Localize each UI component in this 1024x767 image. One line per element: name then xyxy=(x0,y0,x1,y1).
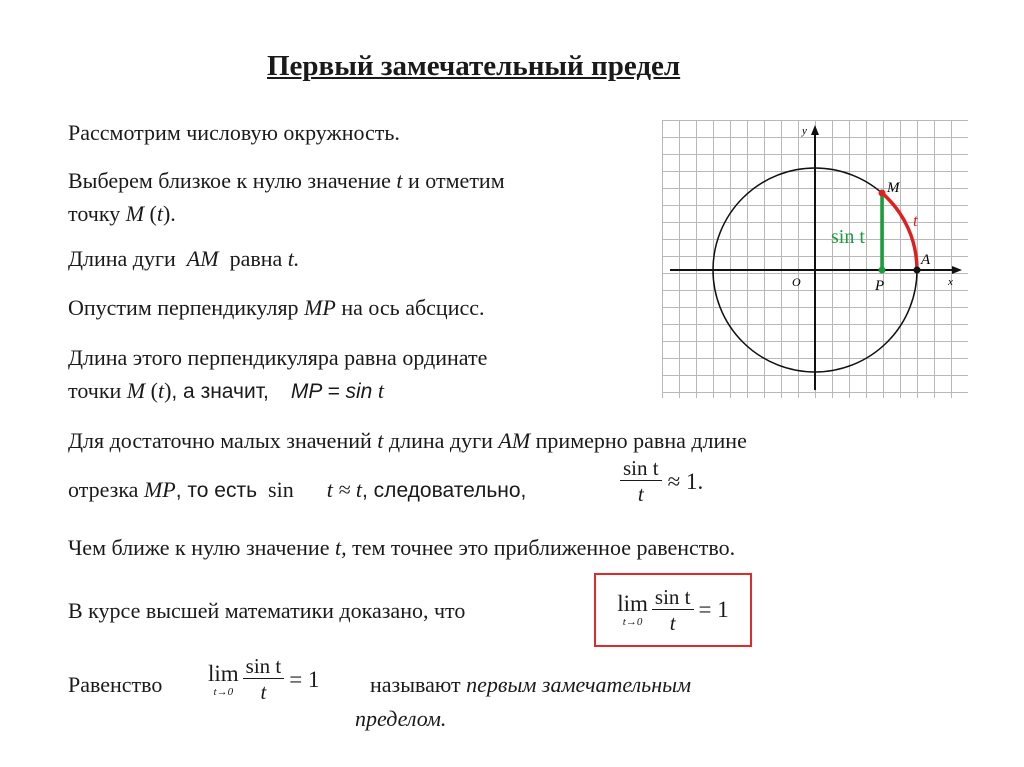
line-9-text-f: , следовательно, xyxy=(362,479,527,502)
line-12-text-a: Равенство xyxy=(68,672,163,697)
line-8-text-e: примерно равна длине xyxy=(535,428,747,453)
a-label: A xyxy=(921,252,931,268)
text-line-7 xyxy=(68,376,384,407)
text-line-12 xyxy=(68,670,162,700)
line-11-text: В курсе высшей математики доказано, что xyxy=(68,598,466,623)
text-line-4 xyxy=(68,244,299,274)
limit-equals-one: = 1 xyxy=(698,597,729,622)
line-7-paren-open: ( xyxy=(150,378,158,403)
line-7-text-a: точки xyxy=(68,378,122,403)
line-8-var-t: t xyxy=(377,428,384,453)
line-7-text-f: , а значит, xyxy=(171,380,269,403)
line-12-text-d: пределом. xyxy=(355,706,447,731)
line-9-text-a: отрезка xyxy=(68,477,139,502)
text-line-2 xyxy=(68,166,505,196)
line-2-text-b: и отметим xyxy=(408,168,505,193)
line-10-text-a: Чем ближе к нулю значение xyxy=(68,535,330,560)
t-arc-label: t xyxy=(913,211,918,230)
x-axis-arrow-icon xyxy=(952,266,962,274)
limit-numerator-inline: sin t xyxy=(245,654,282,678)
sin-over-t-fraction xyxy=(620,456,662,507)
text-line-9 xyxy=(68,475,526,506)
limit-formula-boxed xyxy=(617,585,729,636)
line-1-text: Рассмотрим числовую окружность. xyxy=(68,120,400,145)
line-7-paren-close: ) xyxy=(164,378,172,403)
line-2-text-a: Выберем близкое к нулю значение xyxy=(68,168,391,193)
line-7-var-t2: t xyxy=(377,378,384,403)
y-axis-label: y xyxy=(802,125,807,137)
line-7-mp-eq: MP = sin xyxy=(290,380,373,403)
text-line-11 xyxy=(68,596,465,626)
limit-formula-inline-body xyxy=(208,654,320,705)
approx-one: ≈ 1. xyxy=(667,468,704,494)
limit-fraction-inline xyxy=(243,654,285,705)
lim-operator xyxy=(617,592,648,628)
line-3-var-m: M xyxy=(125,201,145,226)
y-axis-arrow-icon xyxy=(811,125,819,135)
line-4-text-c: равна xyxy=(229,246,283,271)
lim-word-inline: lim xyxy=(208,660,239,686)
arc-am xyxy=(882,193,917,270)
line-9-sin: sin xyxy=(268,477,294,502)
limit-denominator: t xyxy=(669,610,676,635)
line-7-var-m: M xyxy=(126,378,146,403)
line-7-var-t: t xyxy=(157,378,165,403)
point-a xyxy=(914,267,921,274)
line-4-var-am: AM xyxy=(186,246,219,271)
x-axis-label: x xyxy=(948,276,953,288)
line-6-text: Длина этого перпендикуляра равна ординате xyxy=(68,345,488,370)
m-label: M xyxy=(887,180,900,196)
text-line-5 xyxy=(68,293,485,323)
highlighted-formula-box xyxy=(594,573,752,647)
line-10-var-t: t, xyxy=(334,535,347,560)
lim-word: lim xyxy=(617,591,648,616)
text-line-12-rest xyxy=(370,670,691,700)
text-line-13 xyxy=(355,704,446,734)
line-12-text-b: называют xyxy=(370,672,461,697)
sin-t-label: sin t xyxy=(831,226,865,248)
limit-equals-one-inline: = 1 xyxy=(289,666,320,692)
limit-denominator-inline: t xyxy=(260,680,267,704)
lim-subscript-inline: t→0 xyxy=(213,685,234,698)
line-5-var-mp: MP xyxy=(304,295,336,320)
line-8-var-am: AM xyxy=(498,428,531,453)
line-10-text-c: тем точнее это приближенное равенство. xyxy=(352,535,736,560)
limit-formula-inline xyxy=(208,654,320,705)
point-m xyxy=(879,190,886,197)
fraction-denominator: t xyxy=(637,482,644,506)
line-9-approx: t ≈ t xyxy=(326,477,363,502)
text-line-8 xyxy=(68,426,747,456)
origin-label: O xyxy=(792,275,801,289)
line-2-var: t xyxy=(396,168,403,193)
line-3-paren-close: ). xyxy=(162,201,176,226)
fraction-numerator: sin t xyxy=(623,456,659,480)
line-3-paren-open: ( xyxy=(149,201,157,226)
text-line-1 xyxy=(68,118,400,148)
line-4-text-a: Длина дуги xyxy=(68,246,176,271)
limit-numerator: sin t xyxy=(654,584,691,609)
line-8-text-a: Для достаточно малых значений xyxy=(68,428,372,453)
unit-circle-diagram xyxy=(662,120,968,398)
lim-operator-inline xyxy=(208,662,239,698)
line-5-text-c: на ось абсцисс. xyxy=(341,295,485,320)
line-8-text-c: длина дуги xyxy=(388,428,493,453)
point-p xyxy=(879,267,886,274)
lim-subscript: t→0 xyxy=(622,616,643,628)
line-3-var-t: t xyxy=(156,201,163,226)
page-title: Первый замечательный предел xyxy=(267,50,681,82)
line-3-text-a: точку xyxy=(68,201,121,226)
line-9-fraction xyxy=(620,456,703,507)
line-5-text-a: Опустим перпендикуляр xyxy=(68,295,299,320)
p-label: P xyxy=(875,278,885,294)
text-line-10 xyxy=(68,533,735,563)
line-9-var-mp: MP xyxy=(143,477,176,502)
line-9-text-c: , то есть xyxy=(175,479,258,502)
text-line-6 xyxy=(68,343,487,373)
line-4-var-t: t. xyxy=(287,246,300,271)
text-line-3 xyxy=(68,199,176,229)
limit-fraction xyxy=(652,585,694,636)
line-12-text-c: первым замечательным xyxy=(466,672,692,697)
